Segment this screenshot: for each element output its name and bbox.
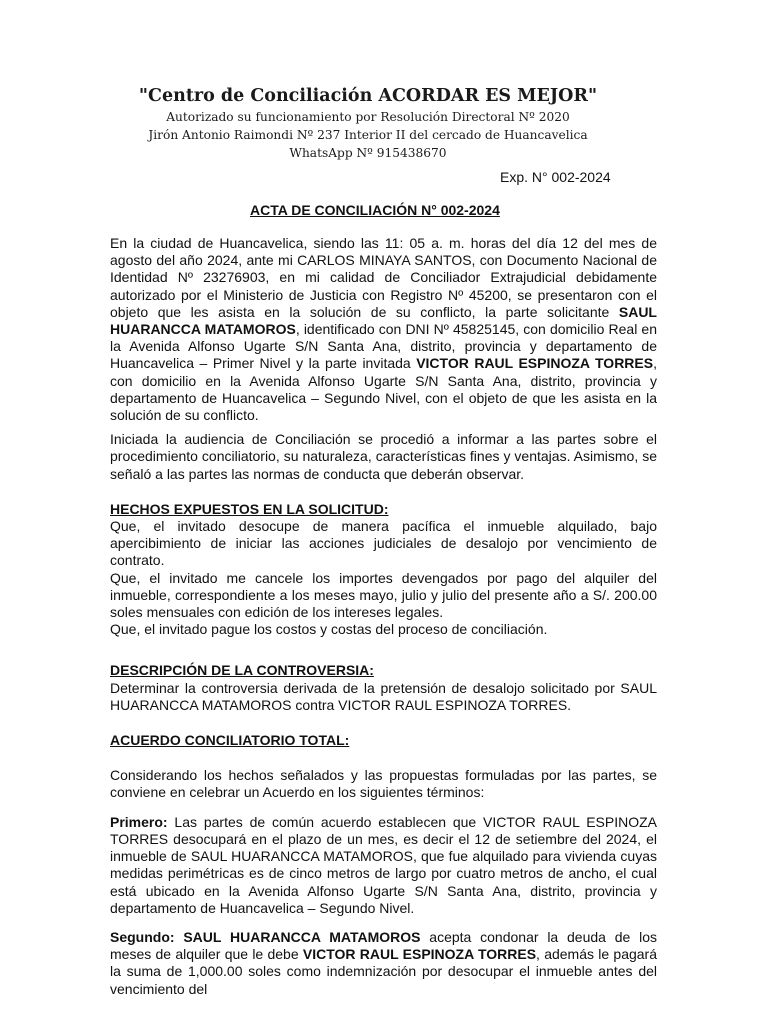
controversia-text: Determinar la controversia derivada de la pretensión de desalojo solicitado por SAUL HUARANCCA MATAMOROS contra VICTOR RAUL ESPINOZA TORRES. (110, 679, 657, 713)
hecho-item: Que, el invitado pague los costos y costas del proceso de conciliación. (110, 621, 548, 638)
hechos-heading: HECHOS EXPUESTOS EN LA SOLICITUD: (110, 500, 389, 517)
authorization-line: Autorizado su funcionamiento por Resolución Directoral Nº 2020 (166, 110, 570, 124)
letterhead (0, 84, 736, 162)
acta-title: ACTA DE CONCILIACIÓN N° 002-2024 (250, 202, 500, 218)
primero-clause: Primero: Las partes de común acuerdo establecen que VICTOR RAUL ESPINOZA TORRES desocupará en el plazo de un mes, es decir el 12 de setiembre del 2024, el inmueble de SAUL HUARANCCA MATAMOROS, que fue alquilado para vivienda cuyas medidas perimétricas es de cinco metros de largo por cuatro metros de ancho, el cual está ubicado en la Avenida Alfonso Ugarte S/N Santa Ana, distrito, provincia y departamento de Huancavelica – Segundo Nivel. (110, 813, 657, 916)
document-body (110, 235, 657, 998)
primero-label: Primero: (110, 813, 168, 830)
segundo-clause: Segundo: SAUL HUARANCCA MATAMOROS acepta condonar la deuda de los meses de alquiler que le debe VICTOR RAUL ESPINOZA TORRES, además le pagará la suma de 1,000.00 soles como indemnización por desocupar el inmueble antes del vencimiento del (110, 928, 657, 997)
address-line: Jirón Antonio Raimondi Nº 237 Interior II del cercado de Huancavelica (148, 128, 588, 142)
invitado-name: VICTOR RAUL ESPINOZA TORRES (416, 355, 654, 372)
case-number: Exp. N° 002-2024 (500, 169, 611, 185)
controversia-heading: DESCRIPCIÓN DE LA CONTROVERSIA: (110, 662, 374, 679)
center-name: "Centro de Conciliación ACORDAR ES MEJOR" (138, 86, 598, 106)
whatsapp-line: WhatsApp Nº 915438670 (289, 146, 447, 160)
acuerdo-intro: Considerando los hechos señalados y las propuestas formuladas por las partes, se conviene en celebrar un Acuerdo en los siguientes términos: (110, 767, 657, 801)
acuerdo-heading: ACUERDO CONCILIATORIO TOTAL: (110, 732, 350, 749)
solicitante-name: SAUL HUARANCCA MATAMOROS (110, 303, 657, 338)
audiencia-paragraph: Iniciada la audiencia de Conciliación se procedió a informar a las partes sobre el procedimiento conciliatorio, su naturaleza, características fines y ventajas. Asimismo, se señaló a las partes las normas de conducta que deberán observar. (110, 431, 657, 482)
segundo-label: Segundo: (110, 928, 175, 945)
intro-paragraph: En la ciudad de Huancavelica, siendo las 11: 05 a. m. horas del día 12 del mes de agosto del año 2024, ante mi CARLOS MINAYA SANTOS, con Documento Nacional de Identidad Nº 23276903, en mi calidad de Conciliador Extrajudicial debidamente autorizado por el Ministerio de Justicia con Registro Nº 45200, se presentaron con el objeto que les asista en la solución de su conflicto, la parte solicitante SAUL HUARANCCA MATAMOROS, identificado con DNI Nº 45825145, con domicilio Real en la Avenida Alfonso Ugarte S/N Santa Ana, distrito, provincia y departamento de Huancavelica – Primer Nivel y la parte invitada VICTOR RAUL ESPINOZA TORRES, con domicilio en la Avenida Alfonso Ugarte S/N Santa Ana, distrito, provincia y departamento de Huancavelica – Segundo Nivel, con el objeto de que les asista en la solución de su conflicto. (110, 235, 657, 424)
hecho-item: Que, el invitado desocupe de manera pacífica el inmueble alquilado, bajo apercibimiento de iniciar las acciones judiciales de desalojo por vencimiento de contrato. (110, 518, 657, 569)
hecho-item: Que, el invitado me cancele los importes devengados por pago del alquiler del inmueble, correspondiente a los meses mayo, julio y julio del presente año a S/. 200.00 soles mensuales con edición de los intereses legales. (110, 569, 657, 621)
